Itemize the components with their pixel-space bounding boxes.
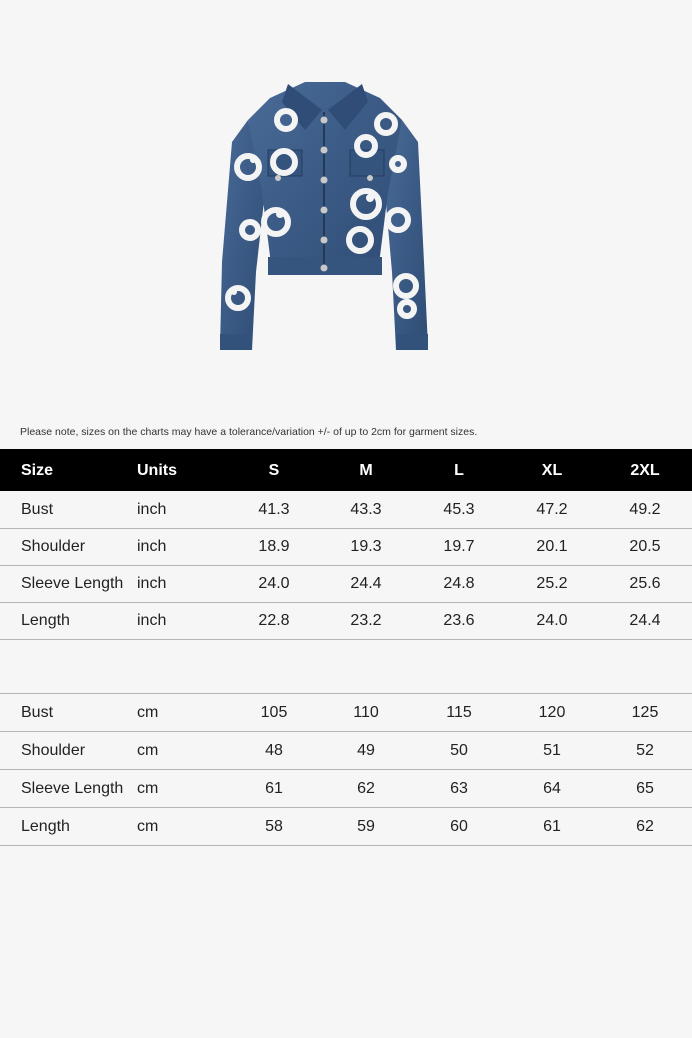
header-size: Size (21, 462, 54, 479)
row-label: Bust (21, 501, 54, 518)
value-xl: 64 (543, 780, 561, 797)
product-image (210, 72, 440, 357)
value-s: 41.3 (258, 501, 290, 518)
value-l: 23.6 (443, 612, 475, 629)
table-row-inch-bust (0, 491, 692, 529)
value-xl: 24.0 (536, 612, 568, 629)
row-label: Shoulder (21, 742, 86, 759)
value-2xl: 24.4 (629, 612, 661, 629)
table-row-inch-shoulder (0, 529, 692, 566)
value-2xl: 65 (636, 780, 654, 797)
row-label: Sleeve Length (21, 575, 124, 592)
value-l: 60 (450, 818, 468, 835)
value-s: 61 (265, 780, 283, 797)
value-2xl: 52 (636, 742, 654, 759)
row-label: Bust (21, 704, 54, 721)
value-m: 62 (357, 780, 375, 797)
row-label: Shoulder (21, 538, 86, 555)
value-m: 23.2 (350, 612, 382, 629)
value-s: 48 (265, 742, 283, 759)
value-l: 24.8 (443, 575, 475, 592)
row-unit: inch (137, 538, 167, 555)
value-xl: 51 (543, 742, 561, 759)
header-size-s: S (268, 462, 280, 479)
value-l: 50 (450, 742, 468, 759)
value-2xl: 49.2 (629, 501, 661, 518)
value-s: 105 (260, 704, 288, 721)
value-s: 58 (265, 818, 283, 835)
value-xl: 120 (538, 704, 566, 721)
value-s: 22.8 (258, 612, 290, 629)
value-m: 49 (357, 742, 375, 759)
header-size-m: M (359, 462, 373, 479)
value-l: 115 (446, 704, 472, 721)
table-row-cm-sleeve-length (0, 770, 692, 808)
row-unit: cm (137, 742, 159, 759)
header-size-l: L (454, 462, 464, 479)
size-table-header (0, 449, 692, 491)
row-label: Length (21, 818, 70, 835)
row-unit: inch (137, 501, 167, 518)
table-row-inch-length (0, 603, 692, 640)
row-unit: inch (137, 612, 167, 629)
value-xl: 47.2 (536, 501, 568, 518)
header-size-2xl: 2XL (630, 462, 660, 479)
value-m: 43.3 (350, 501, 382, 518)
header-units: Units (137, 462, 177, 479)
value-xl: 61 (543, 818, 561, 835)
value-xl: 20.1 (536, 538, 568, 555)
value-2xl: 20.5 (629, 538, 661, 555)
row-unit: cm (137, 780, 159, 797)
value-l: 45.3 (443, 501, 475, 518)
header-size-xl: XL (541, 462, 563, 479)
value-m: 19.3 (350, 538, 382, 555)
value-m: 59 (357, 818, 375, 835)
table-row-cm-length (0, 808, 692, 846)
value-l: 63 (450, 780, 468, 797)
value-s: 18.9 (258, 538, 290, 555)
table-row-cm-bust (0, 694, 692, 732)
row-label: Sleeve Length (21, 780, 124, 797)
row-unit: cm (137, 818, 159, 835)
table-row-inch-sleeve-length (0, 566, 692, 603)
value-l: 19.7 (443, 538, 475, 555)
value-xl: 25.2 (536, 575, 568, 592)
row-unit: inch (137, 575, 167, 592)
tolerance-note: Please note, sizes on the charts may have a tolerance/variation +/- of up to 2cm for garment sizes. (20, 426, 478, 438)
table-row-cm-shoulder (0, 732, 692, 770)
value-s: 24.0 (258, 575, 290, 592)
value-m: 110 (353, 704, 379, 721)
value-2xl: 125 (631, 704, 659, 721)
value-m: 24.4 (350, 575, 382, 592)
row-unit: cm (137, 704, 159, 721)
value-2xl: 25.6 (629, 575, 661, 592)
row-label: Length (21, 612, 70, 629)
denim-jacket-illustration (210, 72, 440, 357)
value-2xl: 62 (636, 818, 654, 835)
